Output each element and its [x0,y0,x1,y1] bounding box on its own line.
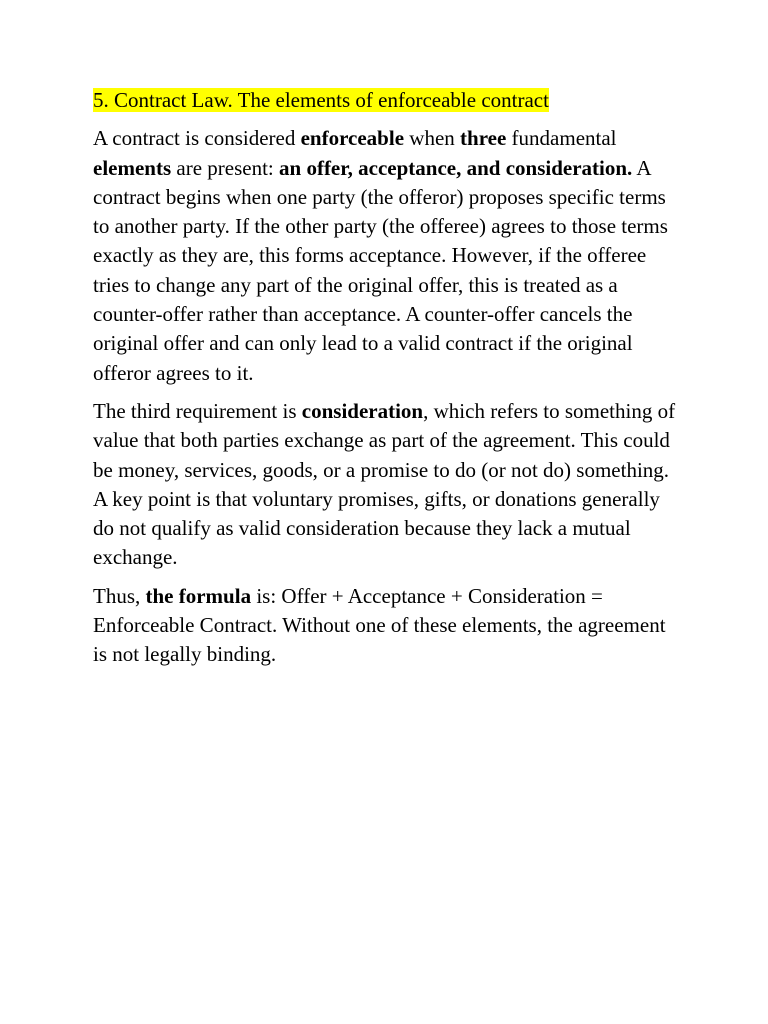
text-run: when [404,126,461,151]
text-run: fundamental [506,126,617,151]
paragraph-consideration [93,397,683,573]
paragraph-formula [93,582,683,670]
bold-formula: the formula [145,583,252,608]
text-run: , which refers to something of value that both parties exchange as part of the agreement. This could be money, services, goods, or a promise to do (or not do) something. A key point is that voluntary promises, gifts, or donations generally do not qualify as valid consideration because they lack a mutual exchange. [93,398,676,570]
bold-enforceable: enforceable [300,126,405,151]
text-run: The third requirement is [93,398,302,423]
text-run: are present: [171,155,280,180]
text-run: A contract begins when one party (the offeror) proposes specific terms to another party. If the other party (the offeree) agrees to those terms exactly as they are, this forms acceptance. However, if the offeree tries to change any part of the original offer, this is treated as a counter-offer rather than acceptance. A counter-offer cancels the original offer and can only lead to a valid contract if the original offeror agrees to it. [93,155,668,385]
bold-consideration: consideration [301,398,424,423]
bold-elements-list: an offer, acceptance, and consideration. [279,155,633,180]
section-heading [93,86,683,115]
paragraph-elements [93,124,683,388]
text-run: is: Offer + Acceptance + Consideration = Enforceable Contract. Without one of these elements, the agreement is not legally binding. [93,583,666,667]
text-run: Thus, [93,583,146,608]
highlighted-heading-text: 5. Contract Law. The elements of enforceable contract [93,88,549,112]
bold-three: three [460,126,507,151]
bold-elements: elements [93,155,172,180]
document-page [93,86,683,679]
text-run: A contract is considered [93,126,301,151]
